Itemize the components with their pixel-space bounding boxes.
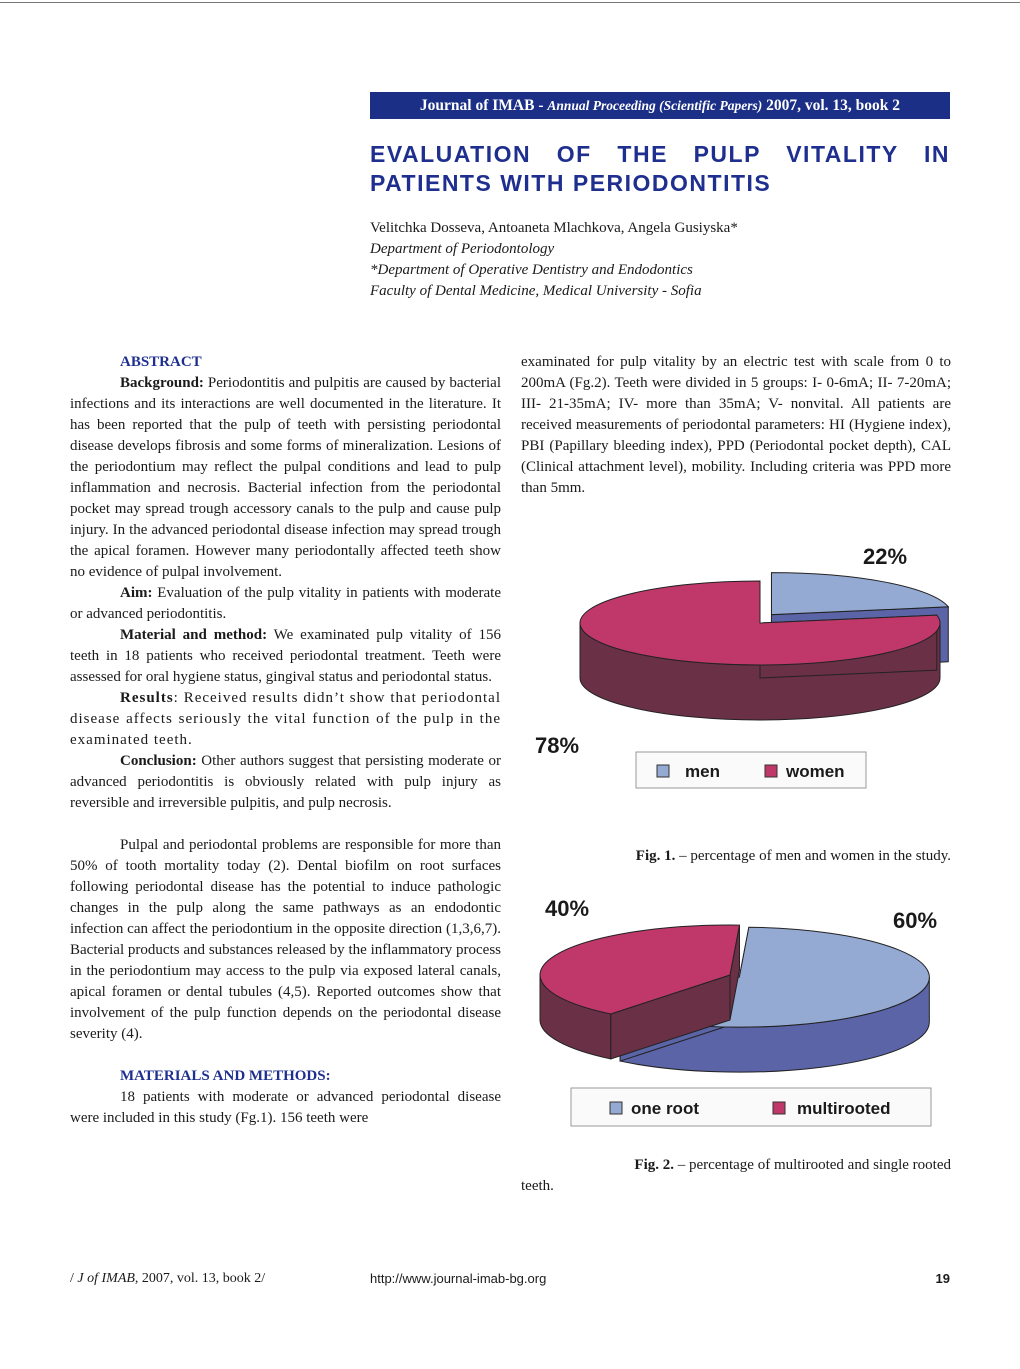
footer-volume: , 2007, vol. 13, book 2/ [134, 1271, 266, 1286]
method-label: Material and method: [120, 627, 268, 643]
fig1-slices [580, 573, 948, 720]
article-title [370, 140, 950, 198]
conclusion-label: Conclusion: [120, 753, 197, 769]
methods-heading: MATERIALS AND METHODS: [120, 1068, 331, 1084]
top-rule [0, 2, 1020, 3]
journal-header-bar [370, 92, 950, 119]
fig2-caption-text: – percentage of multirooted and single rooted [674, 1157, 951, 1173]
fig2-caption-text-2: teeth. [521, 1178, 554, 1194]
right-column [521, 352, 951, 499]
spacer [70, 814, 501, 835]
fig1-label-women: 78% [534, 733, 580, 758]
author-names: Velitchka Dosseva, Antoaneta Mlachkova, Angela Gusiyska* [370, 220, 738, 236]
figure-2-pie-chart [515, 890, 955, 1130]
fig2-legend-one-root: one root [631, 1099, 699, 1118]
fig2-legend-swatch-one-root [610, 1102, 622, 1114]
fig2-legend-swatch-multirooted [773, 1102, 785, 1114]
fig1-legend [636, 752, 866, 788]
fig1-caption-text: – percentage of men and women in the study. [675, 848, 951, 864]
page-number: 19 [935, 1271, 950, 1286]
title-line-2: PATIENTS WITH PERIODONTITIS [370, 170, 772, 196]
fig2-caption-label: Fig. 2. [634, 1157, 674, 1173]
abstract-aim [70, 583, 501, 625]
fig2-label-multirooted: 40% [544, 896, 590, 921]
footer-pre: / [70, 1271, 78, 1286]
abstract-results [70, 688, 501, 751]
aim-text: Evaluation of the pulp vitality in patients with moderate or advanced periodontitis. [70, 585, 501, 622]
spacer [70, 1045, 501, 1066]
fig1-legend-swatch-women [765, 765, 777, 777]
fig1-legend-women: women [786, 762, 845, 781]
footer-citation [70, 1270, 265, 1288]
affiliation-2: *Department of Operative Dentistry and Endodontics [370, 262, 693, 278]
abstract-conclusion [70, 751, 501, 814]
background-label: Background: [120, 375, 204, 391]
left-column [70, 352, 501, 1129]
figure-1-caption [521, 846, 951, 867]
fig2-slices [540, 925, 929, 1072]
abstract-heading: ABSTRACT [120, 354, 202, 370]
journal-name: Journal of IMAB - [419, 97, 548, 114]
methods-paragraph: 18 patients with moderate or advanced periodontal disease were included in this study (Fg.1). 156 teeth were [70, 1089, 501, 1126]
background-text: Periodontitis and pulpitis are caused by bacterial infections and its interactions are well documented in the literature. It has been reported that the pulp of teeth with persisting periodontal disease develops fibrosis and some forms of mineralization. Lesions of the periodontium may reflect the pulpal conditions and lead to pulp inflammation and necrosis. Bacterial infection from the periodontal pocket may spread trough accessory canals to the pulp and cause pulp injury. In the advanced periodontal disease infection may spread trough the apical foramen. However many periodontally affected teeth show no evidence of pulpal involvement. [70, 375, 501, 580]
fig2-legend-multirooted: multirooted [797, 1099, 891, 1118]
abstract-background [70, 373, 501, 583]
fig2-label-one-root: 60% [892, 908, 938, 933]
journal-volume: 2007, vol. 13, book 2 [762, 97, 901, 114]
fig1-caption-label: Fig. 1. [635, 848, 676, 864]
pie-slice-men [771, 573, 948, 615]
fig1-legend-swatch-men [657, 765, 669, 777]
affiliation-3: Faculty of Dental Medicine, Medical University - Sofia [370, 283, 702, 299]
author-block [370, 218, 950, 302]
figure-1-pie-chart [515, 538, 955, 798]
conclusion-text: Other authors suggest that persisting moderate or advanced periodontitis is obviously related with pulp injury as reversible and irreversible pulpitis, and pulp necrosis. [70, 753, 501, 811]
abstract-method [70, 625, 501, 688]
affiliation-1: Department of Periodontology [370, 241, 555, 257]
intro-paragraph: Pulpal and periodontal problems are responsible for more than 50% of tooth mortality today (2). Dental biofilm on root surfaces following periodontal disease has the potential to induce pathologic changes in the pulp along the same pathways as an endodontic infection can affect the periodontium in the opposite direction (1,3,6,7). Bacterial products and substances released by the inflammatory process in the periodontium may access to the pulp via exposed lateral canals, apical foramen or dental tubules (4,5). Reported outcomes show that involvement of the pulp function depends on the periodontal disease severity (4). [70, 837, 501, 1042]
journal-subtitle: Annual Proceeding (Scientific Papers) [547, 98, 763, 113]
fig2-caption-line [521, 1155, 951, 1176]
title-line-1: EVALUATION OF THE PULP VITALITY IN [370, 141, 950, 167]
method-text: We examinated pulp vitality of 156 teeth in 18 patients who received periodontal treatment. Teeth were assessed for oral hygiene status, gingival status and periodontal status. [70, 627, 501, 685]
fig2-legend [571, 1088, 931, 1126]
fig1-label-men: 22% [862, 544, 908, 569]
results-text: : Received results didn’t show that periodontal disease affects seriously the vital function of the pulp in the examinated teeth. [70, 690, 501, 748]
fig1-legend-men: men [685, 762, 720, 781]
footer-journal: J of IMAB [77, 1271, 135, 1286]
methods-continued: examinated for pulp vitality by an electric test with scale from 0 to 200mA (Fg.2). Teeth were divided in 5 groups: I- 0-6mA; II- 7-20mA; III- 21-35mA; IV- more than 35mA; V- nonvital. All patients are received measurements of periodontal parameters: HI (Hygiene index), PBI (Papillary bleeding index), PPD (Periodontal pocket depth), CAL (Clinical attachment level), mobility. Including criteria was PPD more than 5mm. [521, 354, 951, 496]
footer-url-link[interactable]: http://www.journal-imab-bg.org [370, 1271, 547, 1286]
aim-label: Aim: [120, 585, 153, 601]
results-label: Results [120, 690, 174, 706]
figure-2-caption [521, 1155, 951, 1197]
